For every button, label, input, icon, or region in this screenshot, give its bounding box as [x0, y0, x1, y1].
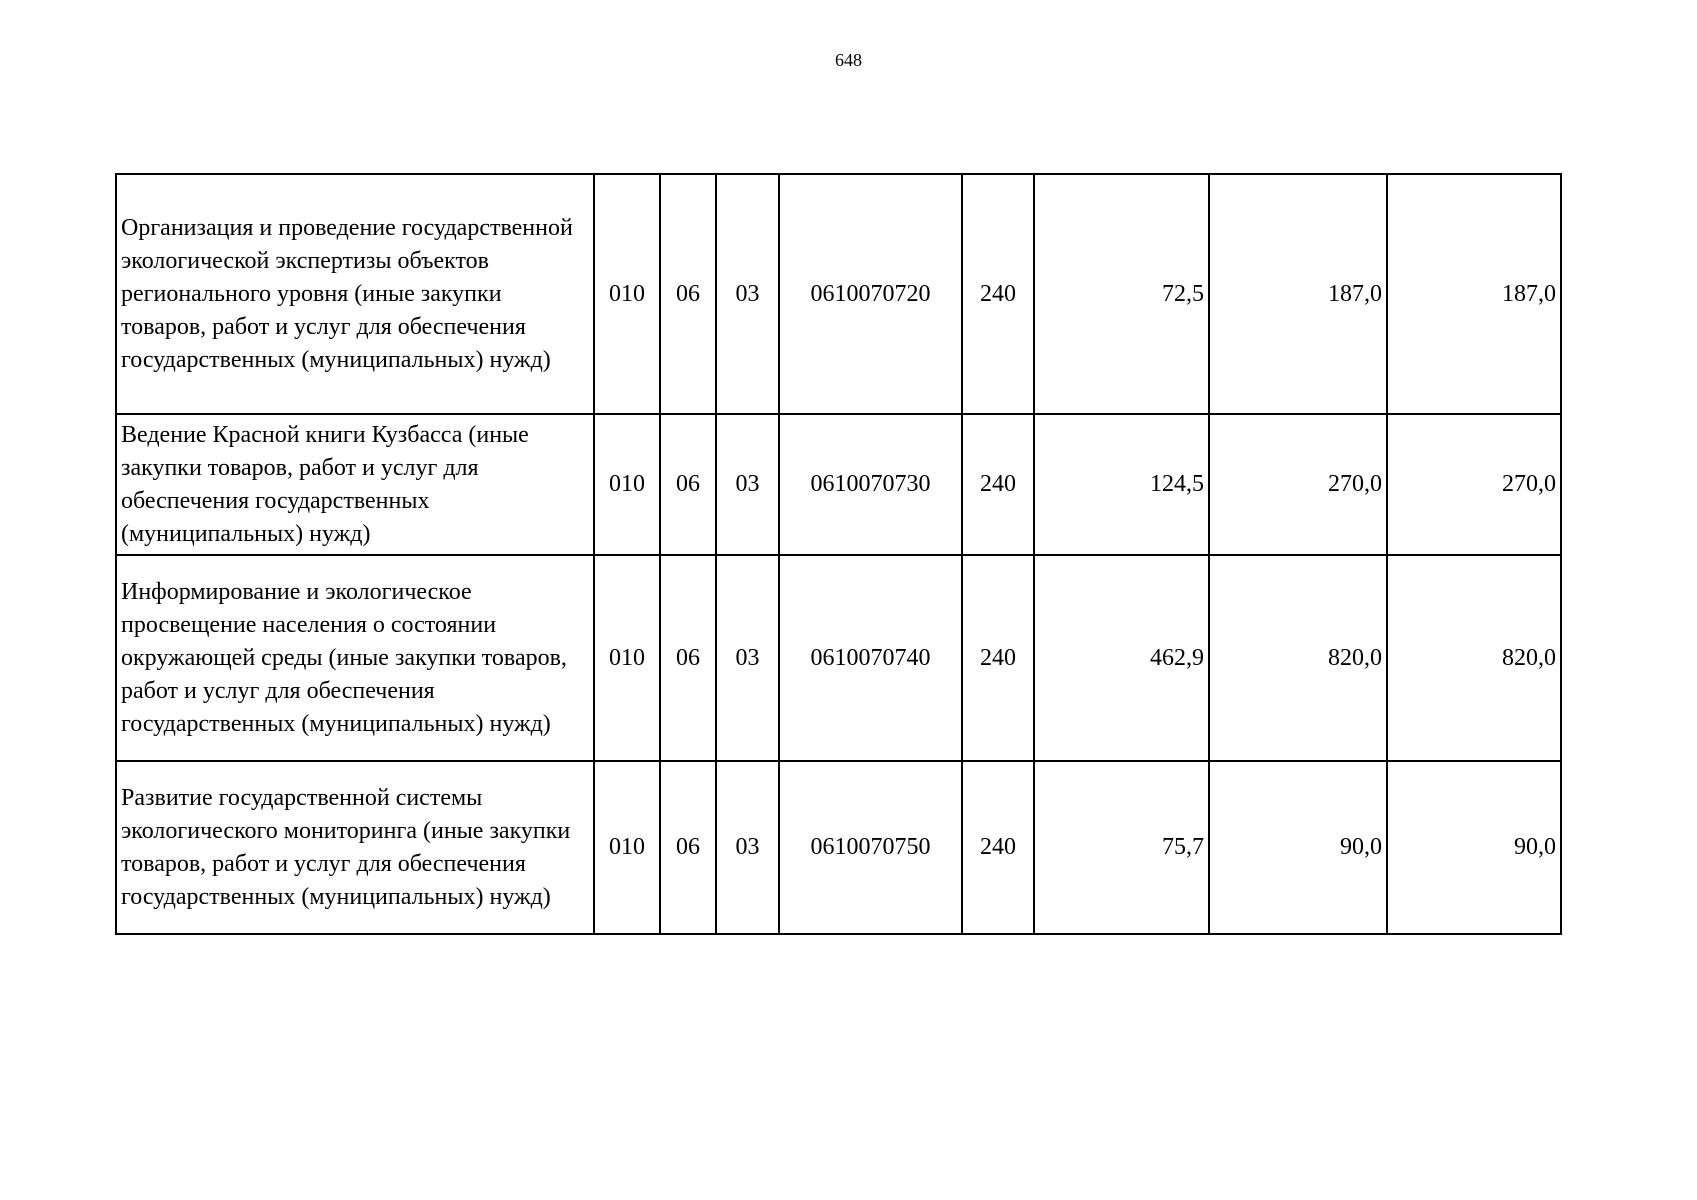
target-article-cell: 0610070740 — [779, 555, 962, 761]
expense-type-cell: 240 — [962, 414, 1034, 555]
table-row — [116, 414, 1561, 555]
amount-3-cell: 187,0 — [1387, 174, 1561, 414]
ministry-code-cell: 010 — [594, 555, 660, 761]
amount-2-cell: 90,0 — [1209, 761, 1387, 934]
target-article-cell: 0610070730 — [779, 414, 962, 555]
amount-3-cell: 270,0 — [1387, 414, 1561, 555]
amount-2-cell: 820,0 — [1209, 555, 1387, 761]
ministry-code-cell: 010 — [594, 174, 660, 414]
page-number: 648 — [835, 50, 862, 70]
budget-table — [115, 173, 1562, 935]
section-code-cell: 06 — [660, 174, 716, 414]
amount-1-cell: 124,5 — [1034, 414, 1209, 555]
target-article-cell: 0610070750 — [779, 761, 962, 934]
expense-type-cell: 240 — [962, 761, 1034, 934]
amount-3-cell: 820,0 — [1387, 555, 1561, 761]
target-article-cell: 0610070720 — [779, 174, 962, 414]
subsection-code-cell: 03 — [716, 414, 779, 555]
expense-type-cell: 240 — [962, 555, 1034, 761]
ministry-code-cell: 010 — [594, 761, 660, 934]
expense-name-cell: Информирование и экологическое просвещение населения о состоянии окружающей среды (иные закупки товаров, работ и услуг для обеспечения государственных (муниципальных) нужд) — [116, 555, 594, 761]
expense-name-cell: Развитие государственной системы экологического мониторинга (иные закупки товаров, работ и услуг для обеспечения государственных (муниципальных) нужд) — [116, 761, 594, 934]
table-row — [116, 761, 1561, 934]
amount-3-cell: 90,0 — [1387, 761, 1561, 934]
subsection-code-cell: 03 — [716, 761, 779, 934]
subsection-code-cell: 03 — [716, 174, 779, 414]
subsection-code-cell: 03 — [716, 555, 779, 761]
expense-type-cell: 240 — [962, 174, 1034, 414]
section-code-cell: 06 — [660, 761, 716, 934]
table-row — [116, 555, 1561, 761]
expense-name-cell: Организация и проведение государственной экологической экспертизы объектов регионального уровня (иные закупки товаров, работ и услуг для обеспечения государственных (муниципальных) нужд) — [116, 174, 594, 414]
table-row — [116, 174, 1561, 414]
amount-1-cell: 462,9 — [1034, 555, 1209, 761]
amount-1-cell: 72,5 — [1034, 174, 1209, 414]
section-code-cell: 06 — [660, 414, 716, 555]
amount-2-cell: 187,0 — [1209, 174, 1387, 414]
section-code-cell: 06 — [660, 555, 716, 761]
ministry-code-cell: 010 — [594, 414, 660, 555]
amount-2-cell: 270,0 — [1209, 414, 1387, 555]
expense-name-cell: Ведение Красной книги Кузбасса (иные закупки товаров, работ и услуг для обеспечения государственных (муниципальных) нужд) — [116, 414, 594, 555]
amount-1-cell: 75,7 — [1034, 761, 1209, 934]
